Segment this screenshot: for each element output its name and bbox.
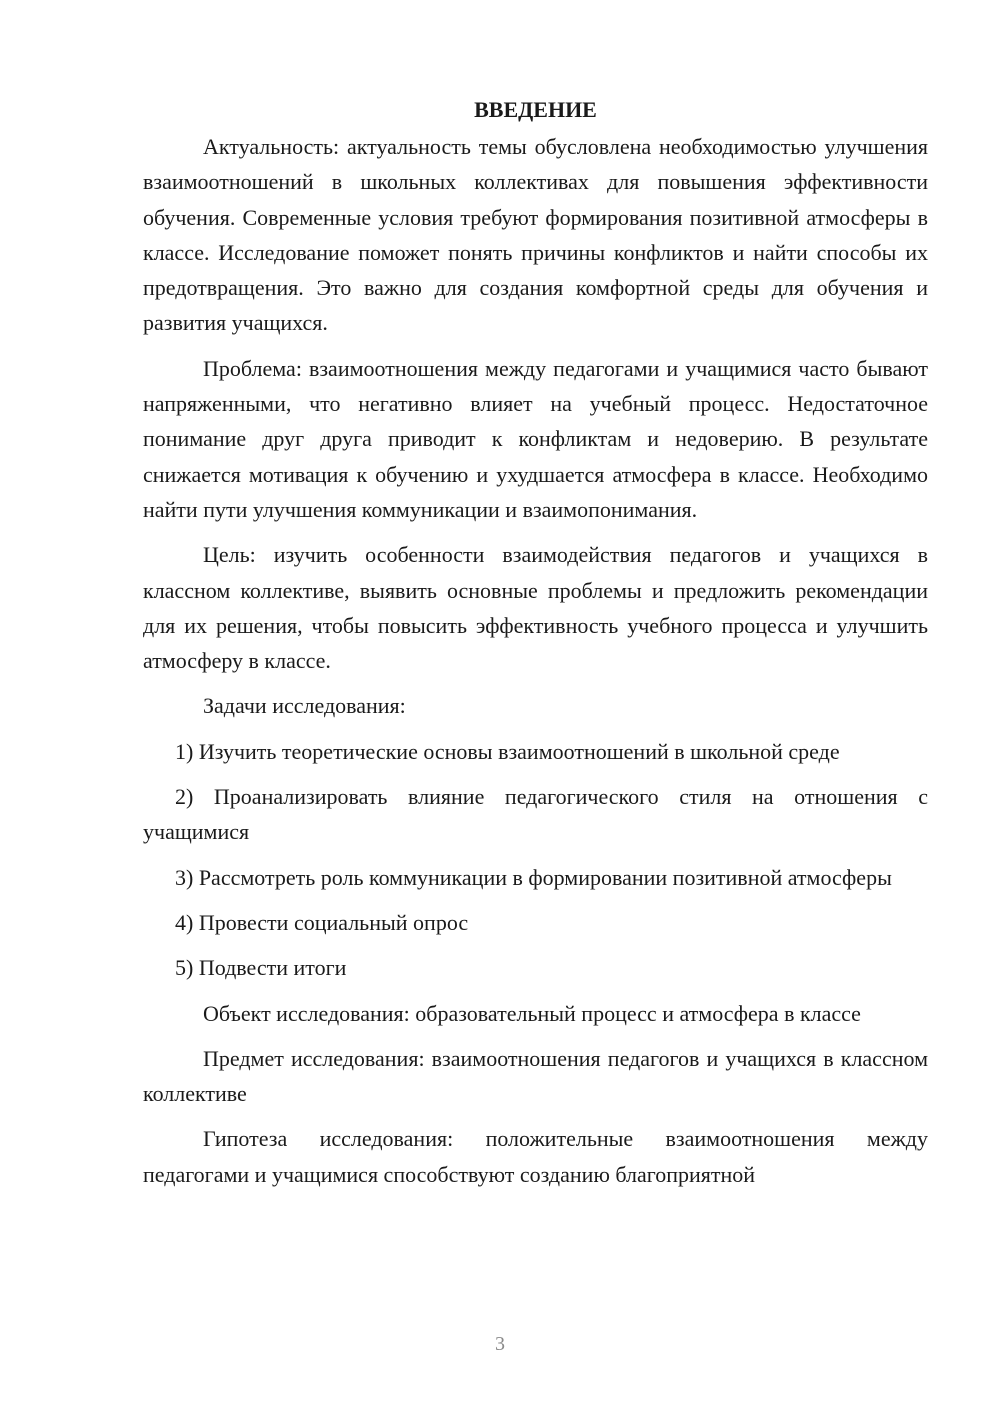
task-item: 2) Проанализировать влияние педагогического стиля на отношения с учащимися [143,784,928,845]
task-item: 5) Подвести итоги [175,955,347,981]
subject-paragraph: Предмет исследования: взаимоотношения педагогов и учащихся в классном коллективе [143,1045,928,1107]
document-page [143,92,928,1202]
object-paragraph: Объект исследования: образовательный процесс и атмосфера в классе [203,1000,861,1026]
goal-paragraph: Цель: изучить особенности взаимодействия педагогов и учащихся в классном коллективе, выявить основные проблемы и предложить рекомендации для их решения, чтобы повысить эффективность учебного процесса и улучшить атмосферу в классе. [143,542,928,674]
problem-paragraph: Проблема: взаимоотношения между педагогами и учащимися часто бывают напряженными, что негативно влияет на учебный процесс. Недостаточное понимание друг друга приводит к конфликтам и недоверию. В результате снижается мотивация к обучению и ухудшается атмосфера в классе. Необходимо найти пути улучшения коммуникации и взаимопонимания. [143,355,928,522]
tasks-title: Задачи исследования: [203,693,406,719]
task-item: 4) Провести социальный опрос [175,909,469,935]
task-item: 1) Изучить теоретические основы взаимоотношений в школьной среде [175,738,840,764]
page-number: 3 [495,1333,505,1355]
hypothesis-paragraph: Гипотеза исследования: положительные взаимоотношения между педагогами и учащимися способствуют созданию благоприятной [143,1126,928,1187]
task-item: 3) Рассмотреть роль коммуникации в формировании позитивной атмосферы [175,864,892,890]
relevance-paragraph: Актуальность: актуальность темы обусловлена необходимостью улучшения взаимоотношений в школьных коллективах для повышения эффективности обучения. Современные условия требуют формирования позитивной атмосферы в классе. Исследование поможет понять причины конфликтов и найти способы их предотвращения. Это важно для создания комфортной среды для обучения и развития учащихся. [143,134,928,336]
page-title: ВВЕДЕНИЕ [474,97,597,122]
